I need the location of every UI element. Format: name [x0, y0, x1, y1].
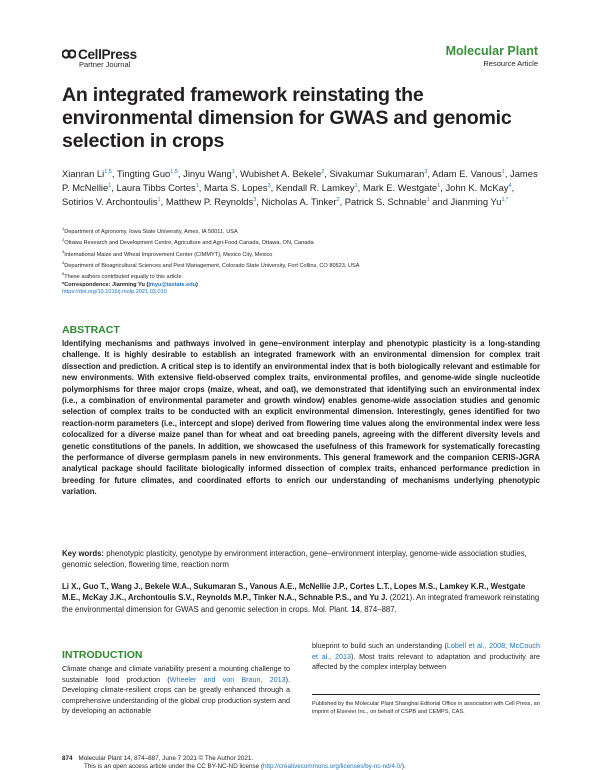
- introduction-heading: INTRODUCTION: [62, 649, 143, 661]
- citation: Li X., Guo T., Wang J., Bekele W.A., Sukumaran S., Vanous A.E., McNellie J.P., Cortes L.T., Lopes M.S., Lamkey K.R., Westgate M.E., McKay J.K., Archontoulis S.V., Reynolds M.P., Tinker N.A., Schnable P.S., and Yu J. (2021). An integrated framework reinstating the environmental dimension for GWAS and genomic selection in crops. Mol. Plant. 14, 874–887.: [62, 582, 540, 614]
- author-name: John K. McKay: [445, 182, 509, 194]
- affiliation: $^3$International Maize and Wheat Improvement Center (CIMMYT), Mexico City, Mexico: [62, 248, 273, 258]
- author-name: James P. McNellie: [62, 168, 538, 194]
- author-affiliation-marker: 2: [321, 169, 325, 175]
- doi-link[interactable]: https://doi.org/10.1016/j.molp.2021.03.010: [62, 289, 167, 296]
- keywords: [62, 548, 540, 571]
- affiliation: $^1$Department of Agronomy, Iowa State University, Ames, IA 50011, USA: [62, 226, 238, 235]
- author-affiliation-marker: 1,*: [501, 197, 509, 204]
- introduction-column-2: blueprint to build such an understanding (Lobell et al., 2008; McCouch et al., 2013). Most traits relevant to adaptation and productivity are affected by the complex interplay between: [312, 641, 540, 671]
- cellpress-logo: [62, 46, 137, 69]
- author-name: Xianran Li: [62, 168, 105, 180]
- license-link[interactable]: http://creativecommons.org/licenses/by-nc-nd/4.0/: [262, 763, 402, 770]
- footer-line-2: This is an open access article under the CC BY-NC-ND license (http://creativecommons.org/licenses/by-nc-nd/4.0/).: [84, 763, 406, 770]
- author-affiliation-marker: 3: [424, 169, 428, 175]
- affiliation: $^2$Ottawa Research and Development Centre, Agriculture and Agri-Food Canada, Ottawa, ON, Canada: [62, 237, 314, 247]
- affiliation: $^4$Department of Bioagricultural Sciences and Pest Management, Colorado State University, Fort Collins, CO 80523, USA: [62, 260, 360, 269]
- author-name: Wubishet A. Bekele: [240, 168, 322, 180]
- author-name: Jinyu Wang: [183, 168, 232, 180]
- author-affiliation-marker: 1: [426, 197, 430, 204]
- keywords-label: Key words:: [62, 549, 105, 558]
- author-affiliation-marker: 2: [336, 197, 340, 204]
- author-name: Patrick S. Schnable: [344, 196, 427, 208]
- author-list: Xianran Li$^{1,5}$, Tingting Guo$^{1,5}$, Jinyu Wang$^1$, Wubishet A. Bekele$^2$, Sivakumar Sukumaran$^3$, Adam E. Vanous$^1$, James P. McNellie$^1$, Laura Tibbs Cortes$^1$, Marta S. Lopes$^3$, Kendall R. Lamkey$^1$, Mark E. Westgate$^1$, John K. McKay$^4$, Sotirios V. Archontoulis$^1$, Matthew P. Reynolds$^3$, Nicholas A. Tinker$^2$, Patrick S. Schnable$^1$ and Jianming $Yu^{1,*}$: [62, 168, 538, 208]
- author-name: Jianming Yu: [450, 196, 502, 208]
- author-affiliation-marker: 1: [354, 183, 358, 190]
- reference-link[interactable]: McCouch et al., 2013: [312, 641, 540, 661]
- publisher-note: Published by the Molecular Plant Shanghai Editorial Office in association with Cell Press, an imprint of Elsevier Inc., on behalf of CSPB and CEMPS, CAS.: [312, 694, 540, 716]
- journal-header: [446, 44, 538, 68]
- author-affiliation-marker: 1: [157, 197, 161, 204]
- reference-link[interactable]: Wheeler and von Braun, 2013: [169, 674, 286, 684]
- author-affiliation-marker: 3: [267, 183, 271, 190]
- keywords-text: phenotypic plasticity, genotype by environment interaction, gene–environment interplay, genome-wide association studies, genomic selection, flowering time, reaction norm: [62, 549, 527, 570]
- affiliation: $^5$These authors contributed equally to this article.: [62, 271, 184, 281]
- page-number: 874: [62, 755, 73, 762]
- cellpress-logo-icon: [62, 48, 76, 60]
- journal-name: Molecular Plant: [445, 44, 538, 58]
- author-affiliation-marker: 1,5: [104, 169, 112, 175]
- author-affiliation-marker: 4: [508, 183, 512, 190]
- author-name: Nicholas A. Tinker: [261, 196, 337, 208]
- logo-subtitle: Partner Journal: [79, 60, 131, 69]
- abstract-heading: ABSTRACT: [62, 324, 120, 336]
- author-affiliation-marker: 3: [253, 197, 257, 204]
- author-name: Tingting Guo: [116, 168, 171, 180]
- article-title: An integrated framework reinstating the environmental dimension for GWAS and genomic selection in crops: [62, 84, 512, 152]
- correspondence-email-link[interactable]: jmyu@iastate.edu: [148, 281, 197, 288]
- author-name: Sivakumar Sukumaran: [329, 168, 425, 180]
- author-name: Sotirios V. Archontoulis: [62, 196, 158, 208]
- introduction-column-1: Climate change and climate variability present a mounting challenge to sustainable food production (Wheeler and von Braun, 2013). Developing climate-resilient crops can be greatly enhanced through a comprehensive understanding of the global crop production system and by developing an actionable: [62, 664, 290, 715]
- author-affiliation-marker: 1: [195, 183, 199, 190]
- reference-link[interactable]: Lobell et al., 2008: [446, 641, 506, 650]
- author-affiliation-marker: 1: [501, 169, 505, 175]
- author-name: Adam E. Vanous: [432, 168, 502, 180]
- author-name: Matthew P. Reynolds: [165, 196, 254, 208]
- author-name: Kendall R. Lamkey: [275, 182, 355, 194]
- author-affiliation-marker: 1: [437, 183, 441, 190]
- article-type: Resource Article: [483, 59, 538, 68]
- author-name: Mark E. Westgate: [362, 182, 438, 194]
- author-affiliation-marker: 1: [231, 169, 235, 175]
- abstract-text: Identifying mechanisms and pathways involved in gene–environment interplay and phenotypic plasticity is a long-standing challenge. It is highly desirable to establish an integrated framework with an environmental dimension for complex trait dissection and prediction. A critical step is to identify an environmental index that is both biologically relevant and estimable for new environments. With extensive field-observed complex traits, environmental profiles, and genome-wide single nucleotide polymorphisms for three major crops (maize, wheat, and oat), we demonstrated that identifying such an environmental index (i.e., a combination of environmental parameter and growth window) enables genome-wide association studies and genomic selection of complex traits to be conducted with an explicit environmental dimension. Interestingly, genes identified for two reaction-norm parameters (i.e., intercept and slope) derived from flowering time values along the environmental index were less colocalized for a diverse maize panel than for wheat and oat breeding panels, agreeing with the different diversity levels and genetic constitutions of the panels. In addition, we showcased the usefulness of this framework for systematically forecasting the performance of diverse germplasm panels in new environments. This general framework and the companion CERIS-JGRA analytical package should facilitate biologically informed dissection of complex traits, enhanced performance prediction in breeding for future climates, and coordinated efforts to enrich our understanding of mechanisms underlying phenotypic variation.: [62, 339, 540, 497]
- footer-line-1: 874 Molecular Plant 14, 874–887, June 7 2021 © The Author 2021.: [62, 755, 254, 762]
- correspondence: *Correspondence: Jianming Yu (jmyu@iastate.edu): [62, 281, 198, 288]
- logo-text: CellPress: [78, 47, 137, 62]
- author-affiliation-marker: 1: [108, 183, 112, 190]
- affiliation-list: [62, 225, 538, 297]
- author-name: Laura Tibbs Cortes: [116, 182, 196, 194]
- author-affiliation-marker: 1,5: [170, 169, 178, 175]
- author-name: Marta S. Lopes: [203, 182, 268, 194]
